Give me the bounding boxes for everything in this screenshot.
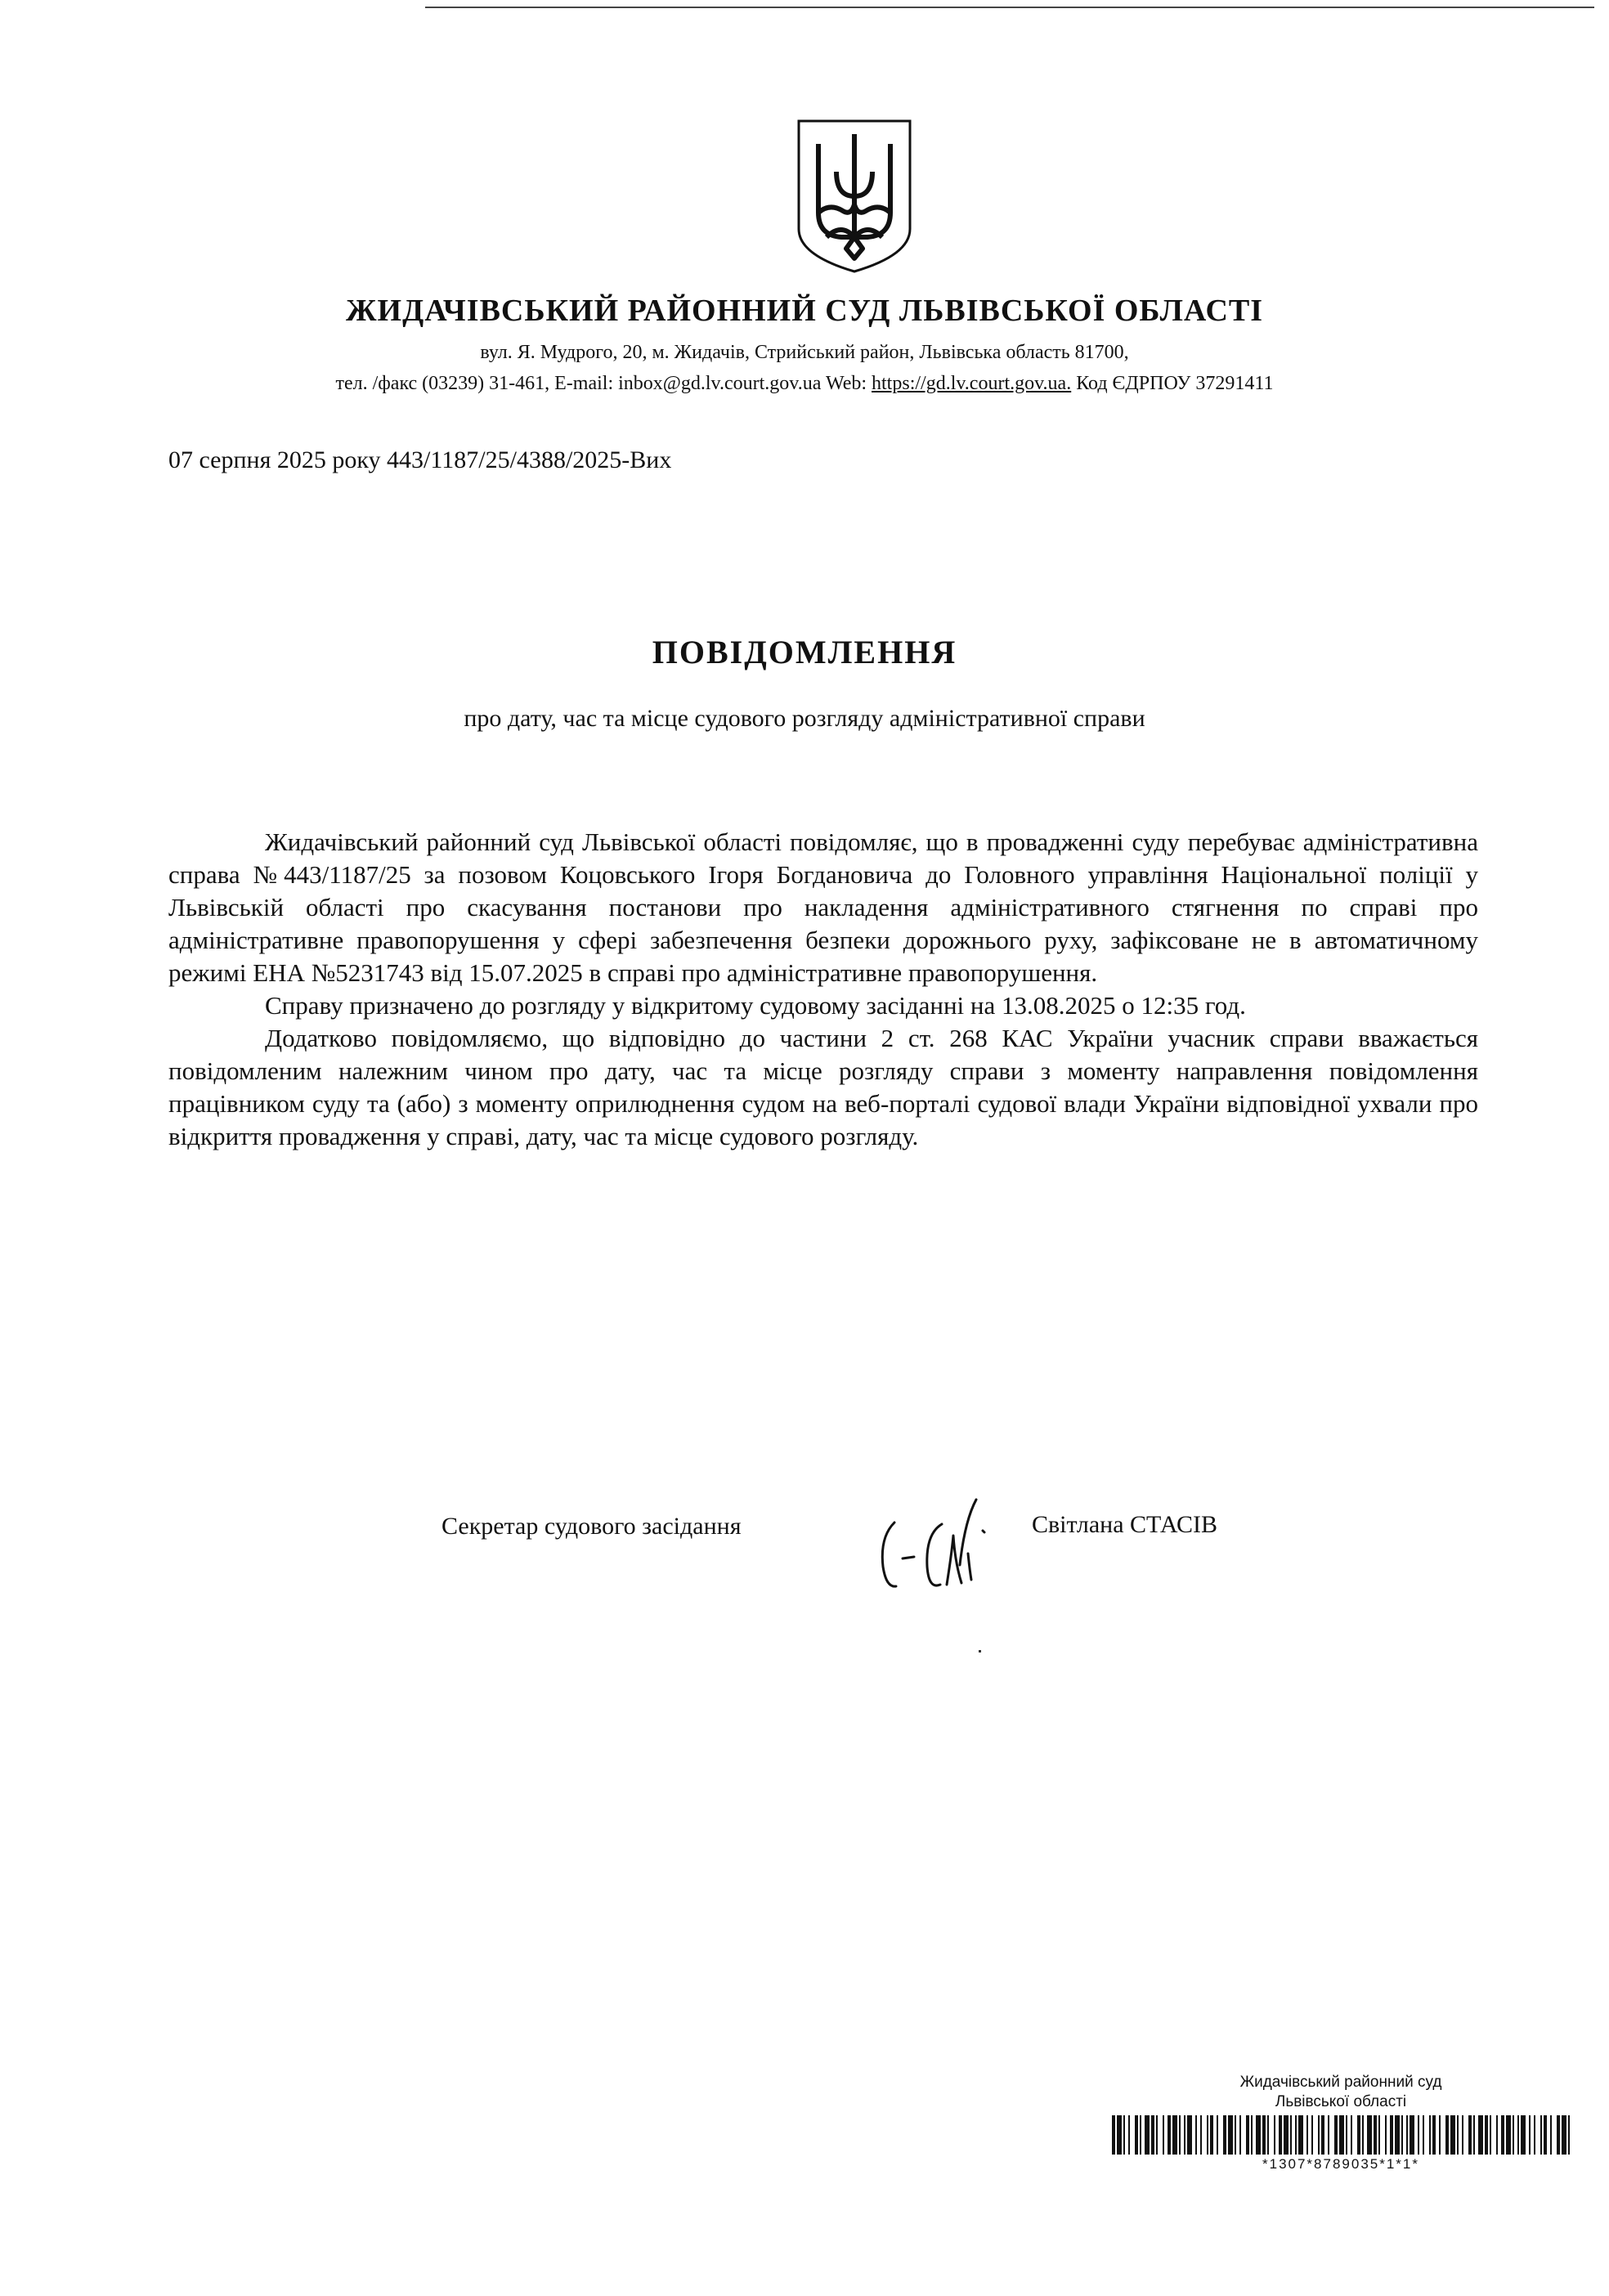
court-contacts [0,373,1609,395]
signature-block [0,1488,1609,1619]
barcode-icon [1112,2115,1570,2155]
document-title: ПОВІДОМЛЕННЯ [652,634,957,670]
paragraph-case-info: Жидачівський районний суд Львівської області повідомляє, що в провадженні суду перебуває адміністративна справа №443/1187/25 за позовом Коцовського Ігоря Богдановича до Головного управління Національної поліції у Львівській області про скасування постанови про накладення адміністративного стягнення по справі про адміністративне правопорушення у сфері забезпечення безпеки дорожнього руху, зафіксоване не в автоматичному режимі ЕНА №5231743 від 15.07.2025 в справі про адміністративне правопорушення. [168,827,1478,987]
scan-speck [979,1650,981,1652]
scan-edge-line [425,7,1594,8]
outgoing-number: 07 серпня 2025 року 443/1187/25/4388/2025-Вих [168,446,672,473]
paragraph-hearing-date: Справу призначено до розгляду у відкритому судовому засіданні на 13.08.2025 о 12:35 год. [265,991,1246,1020]
court-website-link[interactable]: https://gd.lv.court.gov.ua. [872,373,1072,394]
contacts-prefix: тел. /факс (03239) 31-461, E-mail: inbox@gd.lv.court.gov.ua Web: [335,373,872,394]
court-address: вул. Я. Мудрого, 20, м. Жидачів, Стрийський район, Львівська область 81700, [480,342,1129,363]
coat-of-arms-icon [794,114,915,275]
notice-body [168,826,1478,1153]
signatory-title: Секретар судового засідання [441,1513,742,1540]
barcode-number: *1307*8789035*1*1* [1262,2156,1419,2172]
paragraph-legal-notice: Додатково повідомляємо, що відповідно до частини 2 ст. 268 КАС України учасник справи вважається повідомленим належним чином про дату, час та місце розгляду справи з моменту направлення повідомлення працівником суду та (або) з моменту оприлюднення судом на веб-порталі судової влади України відповідної ухвали про відкриття провадження у справі, дату, час та місце судового розгляду. [168,1024,1478,1150]
handwritten-signature [867,1488,1030,1611]
contacts-suffix: Код ЄДРПОУ 37291411 [1071,373,1274,394]
stamp-region: Львівської області [1275,2093,1407,2110]
signatory-name: Світлана СТАСІВ [1032,1511,1218,1538]
registration-stamp [1087,2073,1594,2173]
stamp-court-name: Жидачівський районний суд [1239,2074,1442,2091]
court-name: ЖИДАЧІВСЬКИЙ РАЙОННИЙ СУД ЛЬВІВСЬКОЇ ОБЛАСТІ [345,294,1264,328]
document-subtitle: про дату, час та місце судового розгляду адміністративної справи [464,705,1145,732]
